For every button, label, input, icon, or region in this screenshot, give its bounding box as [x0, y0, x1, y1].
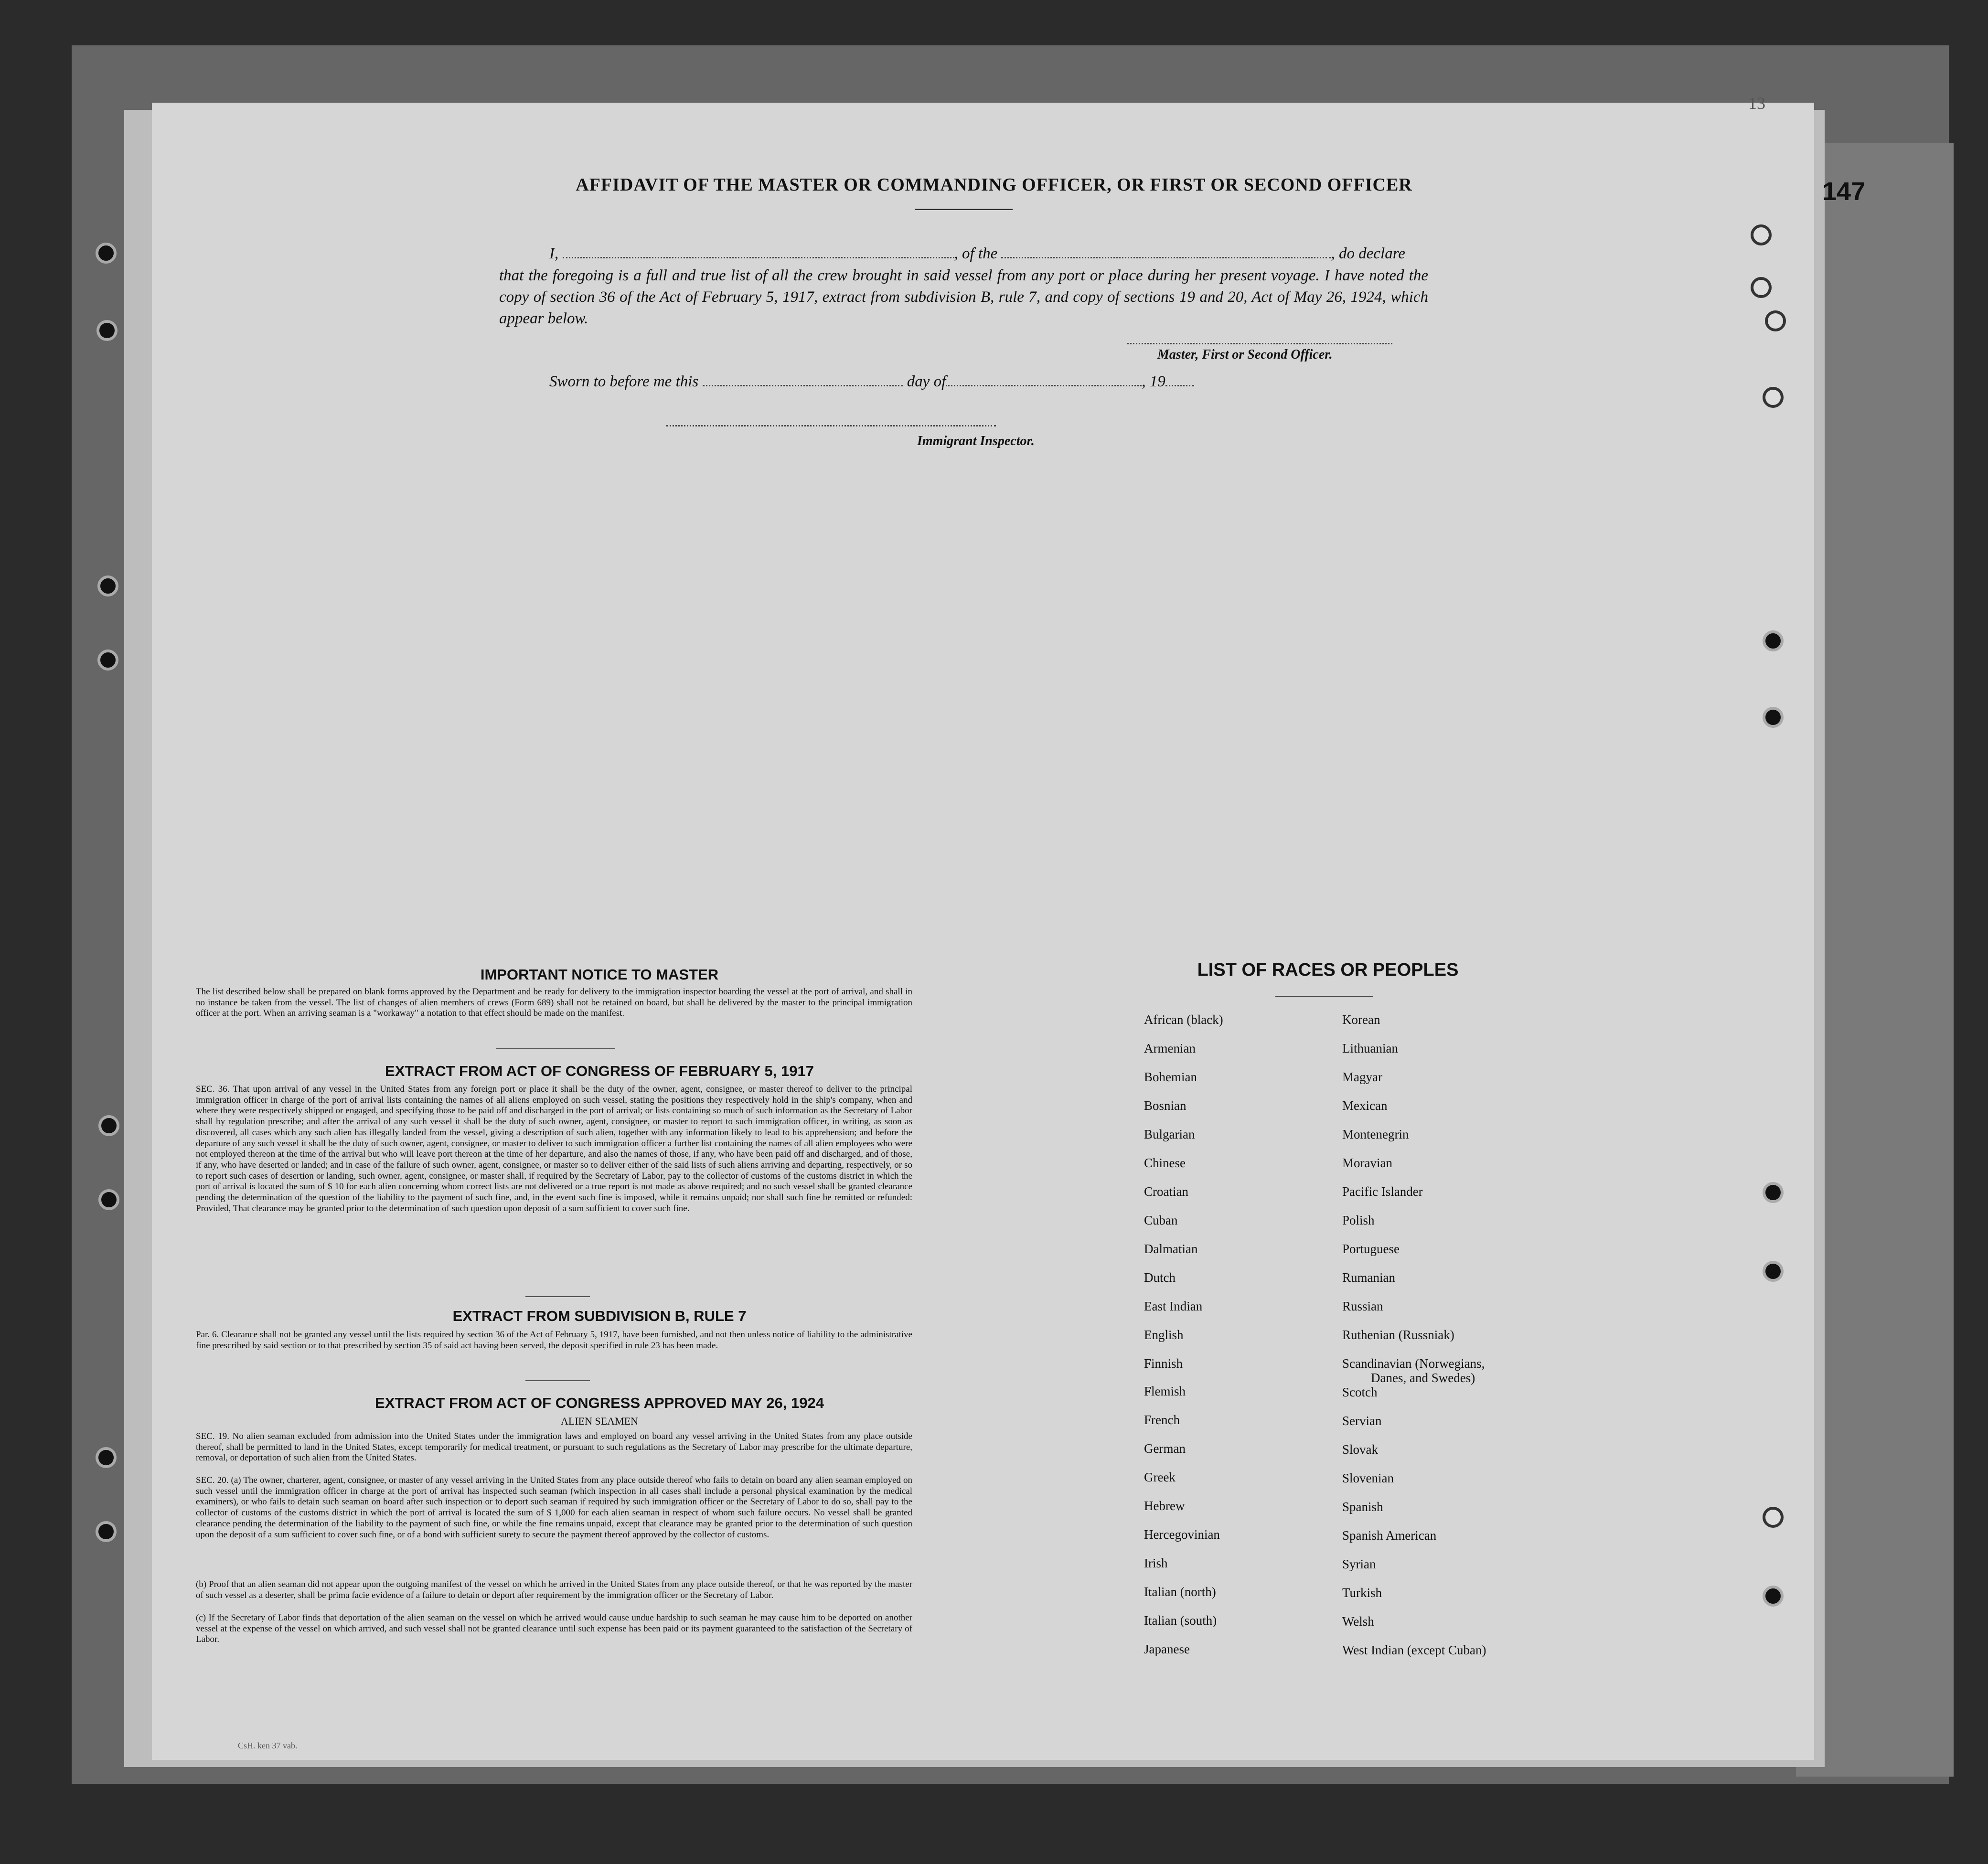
race-item: Danes, and Swedes) — [1371, 1371, 1475, 1385]
race-item: Japanese — [1144, 1642, 1190, 1656]
rule7-title: EXTRACT FROM SUBDIVISION B, RULE 7 — [452, 1308, 747, 1324]
races-divider — [1275, 996, 1373, 997]
affidavit-of-the: , of the — [954, 245, 998, 262]
race-item: Irish — [1144, 1556, 1168, 1570]
race-item: Spanish — [1342, 1500, 1383, 1514]
race-item: Hebrew — [1144, 1499, 1185, 1513]
race-item: Moravian — [1342, 1156, 1392, 1170]
race-item: Croatian — [1144, 1184, 1188, 1199]
race-item: Slovak — [1342, 1442, 1379, 1457]
affidavit-title: AFFIDAVIT OF THE MASTER OR COMMANDING OFFICER, OR FIRST OR SECOND OFFICER — [576, 175, 1412, 195]
inspector-signature-label: Immigrant Inspector. — [917, 434, 1035, 448]
binder-hole-left — [96, 320, 118, 341]
binder-hole-right — [1763, 707, 1784, 728]
race-item: Italian (north) — [1144, 1585, 1216, 1599]
affidavit-paragraph: that the foregoing is a full and true list of all the crew brought in said vessel from any port or place during her present voyage. I have noted the copy of section 36 of the Act of February 5, 1917, extract from subdivision B, rule 7, and copy of sections 19 and 20, Act of May 26, 1924, which appear below. — [499, 267, 1428, 327]
races-title: LIST OF RACES OR PEOPLES — [1197, 960, 1459, 980]
race-item: Rumanian — [1342, 1270, 1395, 1285]
race-item: Spanish American — [1342, 1528, 1437, 1543]
month-blank — [946, 372, 1142, 386]
race-item: English — [1144, 1328, 1184, 1342]
race-item: Magyar — [1342, 1070, 1382, 1084]
race-item: Turkish — [1342, 1586, 1382, 1600]
race-item: Montenegrin — [1342, 1127, 1409, 1141]
binder-hole-right — [1763, 1182, 1784, 1203]
sworn-text: Sworn to before me this — [549, 373, 699, 390]
binder-hole-right — [1763, 387, 1784, 408]
race-item: Flemish — [1144, 1384, 1186, 1398]
race-item: Bohemian — [1144, 1070, 1197, 1084]
form-footer-code: CsH. ken 37 vab. — [238, 1741, 298, 1750]
binder-hole-left — [97, 575, 118, 596]
race-item: Russian — [1342, 1299, 1383, 1313]
race-item: Portuguese — [1342, 1242, 1400, 1256]
extract-1917-text: SEC. 36. That upon arrival of any vessel in the United States from any foreign port or place it shall be the duty of the owner, agent, consignee, or master thereof to deliver to the principal immigration officer in charge of the port of arrival lists containing the names of all aliens employed on such vessel, stating the positions they respectively hold in the ship's company, when and where they were respectively shipped or engaged, and specifying those to be paid off and discharged in the port of arrival; or lists containing so much of such information as the Secretary of Labor shall by regulation prescribe; and after the arrival of any such vessel it shall be the duty of such owner, agent, consignee, or master to report to such immigration officer, in writing, as soon as discovered, all cases which any such alien has illegally landed from the vessel, giving a description of such alien, together with any information likely to lead to his apprehension; and before the departure of any such vessel it shall be the duty of such owner, agent, consignee, or master to deliver to such immigration officer a further list containing the names of all alien employees who were not employed thereon at the time of the arrival but who will leave port thereon at the time of her departure, and also the names of those, if any, who have been paid off and discharged, and of those, if any, who have deserted or landed; and in case of the failure of such owner, agent, consignee, or master so to deliver either of the said lists of such aliens arriving and departing, respectively, or so to report such cases of desertion or landing, such owner, agent, consignee, or master shall, if required by the Secretary of Labor, pay to the collector of customs of the customs district in which the port of arrival is located the sum of $ 10 for each alien concerning whom correct lists are not delivered or a true report is not made as above required; and no such vessel shall be granted clearance pending the determination of the question of the liability to the payment of such fine, and, in the event such fine is imposed, while it remains unpaid; nor shall such fine be remitted or refunded: Provided, That clearance may be granted prior to the determination of such question upon deposit of a sum sufficient to cover such fine. — [196, 1084, 912, 1214]
race-item: Welsh — [1342, 1614, 1374, 1629]
title-rule — [915, 209, 1013, 210]
binder-hole-right — [1763, 1261, 1784, 1282]
extract-1917-title: EXTRACT FROM ACT OF CONGRESS OF FEBRUARY 5, 1917 — [385, 1063, 814, 1079]
race-item: French — [1144, 1413, 1180, 1427]
master-signature-line — [1127, 343, 1392, 344]
race-item: Bulgarian — [1144, 1127, 1195, 1141]
race-item: Mexican — [1342, 1098, 1388, 1113]
race-item: Hercegovinian — [1144, 1527, 1220, 1542]
race-item: Armenian — [1144, 1041, 1196, 1055]
binder-hole-right — [1765, 310, 1786, 331]
binder-hole-right — [1751, 224, 1772, 245]
race-item: East Indian — [1144, 1299, 1203, 1313]
race-item: Scandinavian (Norwegians, — [1342, 1356, 1485, 1371]
side-page-number: 147 — [1822, 177, 1866, 206]
binder-hole-left — [96, 243, 117, 264]
race-item: Syrian — [1342, 1557, 1376, 1571]
binder-hole-right — [1763, 1507, 1784, 1528]
race-item: Dutch — [1144, 1270, 1176, 1285]
race-item: Servian — [1342, 1414, 1382, 1428]
rule7-divider — [525, 1380, 590, 1381]
year-text: , 19 — [1142, 373, 1165, 390]
race-item: African (black) — [1144, 1012, 1223, 1027]
race-item: Cuban — [1144, 1213, 1178, 1227]
master-signature-label: Master, First or Second Officer. — [1157, 347, 1333, 362]
race-item: Finnish — [1144, 1356, 1183, 1371]
race-item: West Indian (except Cuban) — [1342, 1643, 1486, 1657]
extract-1924-subtitle: ALIEN SEAMEN — [561, 1415, 638, 1427]
race-item: Bosnian — [1144, 1098, 1186, 1113]
notice-title: IMPORTANT NOTICE TO MASTER — [480, 966, 719, 983]
binder-hole-right — [1763, 630, 1784, 651]
extract-1924-sec20c: (c) If the Secretary of Labor finds that deportation of the alien seaman on the vessel on which he arrived would cause undue hardship to such seaman he may cause him to be deported on another vessel at the expense of the vessel on which arrived, and such vessel shall not be granted clearance until such expense has been paid or its payment guaranteed to the satisfaction of the Secretary of Labor. — [196, 1613, 912, 1645]
extract-1924-sec20a: SEC. 20. (a) The owner, charterer, agent, consignee, or master of any vessel arriving in the United States from any place outside thereof who fails to detain on board any alien seaman employed on such vessel until the immigration officer in charge at the port of arrival has inspected such seaman (which inspection in all cases shall include a personal physical examination by the medical examiners), or who fails to detain such seaman on board after such inspection or to deport such seaman if required by such immigration officer or the Secretary of Labor to do so, shall pay to the collector of customs of the customs district in which the port of arrival is located the sum of $ 1,000 for each alien seaman in respect of whom such failure occurs. No vessel shall be granted clearance pending the determination of the liability to the payment of such fine, or while the fine remains unpaid, except that clearance may be granted prior to the determination of such question upon the deposit of a sum sufficient to cover such fine, or of a bond with sufficient surety to secure the payment thereof approved by the collector of customs. — [196, 1475, 912, 1540]
day-of-text: day of — [907, 373, 946, 390]
day-blank — [703, 372, 903, 386]
race-item: Polish — [1342, 1213, 1375, 1227]
name-blank — [563, 244, 954, 258]
binder-hole-right — [1751, 277, 1772, 298]
page-number: 13 — [1748, 94, 1765, 113]
binder-hole-left — [96, 1447, 117, 1468]
race-item: Dalmatian — [1144, 1242, 1198, 1256]
race-item: German — [1144, 1441, 1186, 1456]
binder-hole-left — [96, 1521, 117, 1542]
race-item: Ruthenian (Russniak) — [1342, 1328, 1454, 1342]
race-item: Slovenian — [1342, 1471, 1394, 1485]
race-item: Italian (south) — [1144, 1613, 1217, 1628]
binder-hole-left — [98, 1189, 119, 1210]
race-item: Scotch — [1342, 1385, 1378, 1399]
binder-hole-left — [98, 1115, 119, 1136]
extract-1924-sec19: SEC. 19. No alien seaman excluded from admission into the United States under the immigration laws and employed on board any vessel arriving in the United States from any place outside thereof, shall be permitted to land in the United States, except temporarily for medical treatment, or pursuant to such regulations as the Secretary of Labor may prescribe for the ultimate departure, removal, or deportation of such alien from the United States. — [196, 1431, 912, 1463]
extract-1917-divider — [525, 1296, 590, 1297]
rule7-text: Par. 6. Clearance shall not be granted any vessel until the lists required by section 36 of the Act of February 5, 1917, have been furnished, and not then unless notice of liability to the administrative fine prescribed by said section or to that prescribed by section 35 of said act having been served, the deposit specified in rule 23 has been made. — [196, 1330, 912, 1351]
affidavit-declare: , do declare — [1331, 245, 1405, 262]
binder-hole-left — [97, 650, 118, 671]
notice-text: The list described below shall be prepared on blank forms approved by the Department and be ready for delivery to the immigration inspector boarding the vessel at the port of arrival, and shall in no instance be taken from the vessel. The list of changes of alien members of crews (Form 689) shall not be retained on board, but shall be delivered by the master to the principal immigration officer at the port. When an arriving seaman is a "workaway" a notation to that effect should be made on the manifest. — [196, 987, 912, 1019]
affidavit-first-line — [549, 244, 1405, 263]
sworn-line — [549, 372, 1194, 391]
race-item: Greek — [1144, 1470, 1176, 1484]
race-item: Chinese — [1144, 1156, 1186, 1170]
extract-1924-sec20b: (b) Proof that an alien seaman did not appear upon the outgoing manifest of the vessel on which he arrived in the United States from any place outside thereof, or that he was reported by the master of such vessel as a deserter, shall be prima facie evidence of a failure to detain or deport after requirement by the immigration officer or the Secretary of Labor. — [196, 1579, 912, 1600]
extract-1924-title: EXTRACT FROM ACT OF CONGRESS APPROVED MAY 26, 1924 — [375, 1395, 824, 1411]
race-item: Korean — [1342, 1012, 1380, 1027]
inspector-signature-line — [666, 425, 996, 426]
race-item: Pacific Islander — [1342, 1184, 1423, 1199]
year-blank — [1165, 372, 1194, 386]
race-item: Lithuanian — [1342, 1041, 1398, 1055]
binder-hole-right — [1763, 1586, 1784, 1607]
affidavit-i: I, — [549, 245, 559, 262]
notice-divider — [496, 1048, 615, 1049]
vessel-blank — [1001, 244, 1331, 258]
